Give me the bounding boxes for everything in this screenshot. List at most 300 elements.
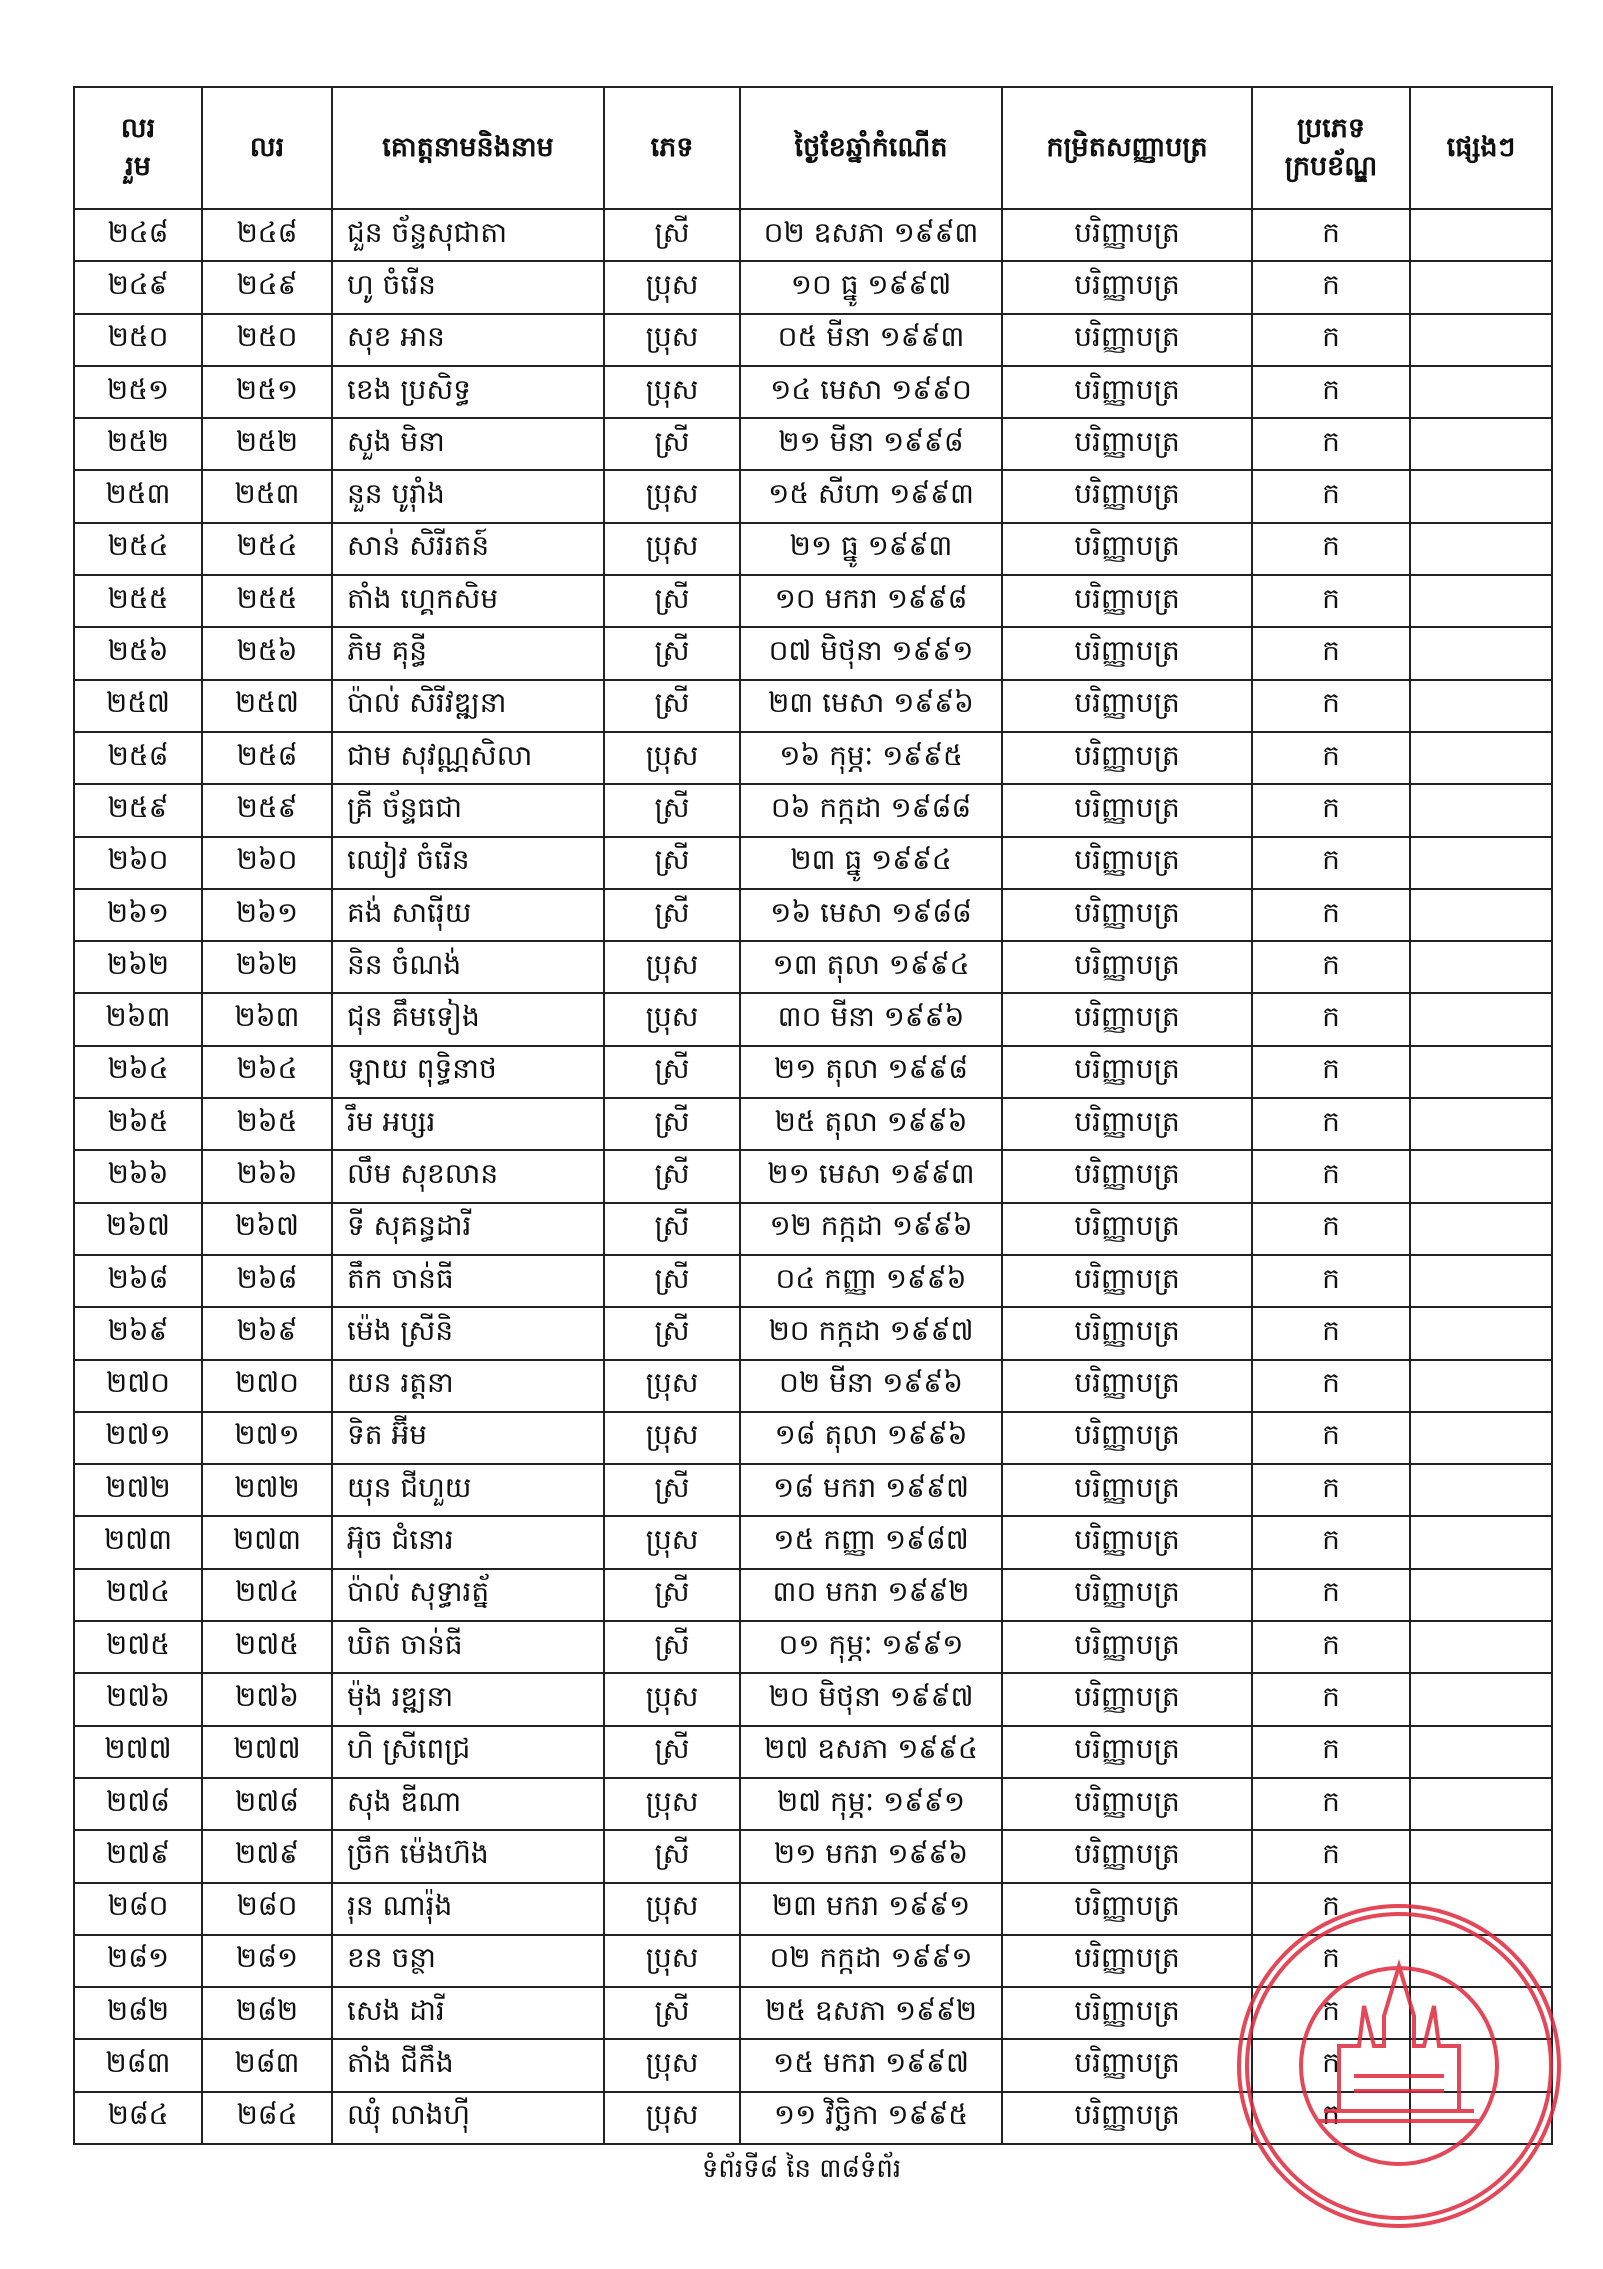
cell-fullname: ម៉ុង រឌ្ឍនា — [332, 1673, 604, 1725]
cell-framework-category: ក — [1252, 1516, 1410, 1568]
table-row — [74, 1098, 1552, 1150]
cell-no: ២៧៣ — [202, 1516, 332, 1568]
cell-no: ២៥៩ — [202, 784, 332, 836]
cell-no: ២៧៤ — [202, 1569, 332, 1621]
cell-date-of-birth: ២០ កក្កដា ១៩៩៧ — [740, 1307, 1002, 1359]
cell-no: ២៥០ — [202, 314, 332, 366]
table-row — [74, 1883, 1552, 1935]
cell-date-of-birth: ១៦ មេសា ១៩៨៨ — [740, 889, 1002, 941]
table-row — [74, 732, 1552, 784]
cell-fullname: ច្រឹក ម៉េងហ៊ង — [332, 1830, 604, 1882]
cell-framework-category: ក — [1252, 837, 1410, 889]
cell-sex: ប្រុស — [604, 1935, 740, 1987]
cell-sex: ស្រី — [604, 1621, 740, 1673]
cell-total-no: ២៥៨ — [74, 732, 202, 784]
cell-framework-category: ក — [1252, 1046, 1410, 1098]
table-row — [74, 941, 1552, 993]
cell-no: ២៦៦ — [202, 1150, 332, 1202]
cell-no: ២៥៦ — [202, 627, 332, 679]
page-footer: ទំព័រទី៨ នៃ ៣៨ទំព័រ — [701, 2154, 902, 2184]
table-row — [74, 1203, 1552, 1255]
table-row — [74, 1412, 1552, 1464]
cell-other — [1410, 209, 1552, 261]
cell-fullname: គ្រី ច័ន្ទធជា — [332, 784, 604, 836]
cell-other — [1410, 523, 1552, 575]
cell-fullname: ប៉ាល់ សុទ្ធារត្ន័ — [332, 1569, 604, 1621]
cell-fullname: រឹម អប្សរ — [332, 1098, 604, 1150]
cell-total-no: ២៧៧ — [74, 1726, 202, 1778]
cell-degree-level: បរិញ្ញាបត្រ — [1002, 418, 1252, 470]
cell-framework-category: ក — [1252, 1412, 1410, 1464]
cell-sex: ប្រុស — [604, 366, 740, 418]
cell-other — [1410, 575, 1552, 627]
cell-total-no: ២៥២ — [74, 418, 202, 470]
cell-total-no: ២៥៩ — [74, 784, 202, 836]
cell-no: ២៥៥ — [202, 575, 332, 627]
cell-framework-category: ក — [1252, 314, 1410, 366]
cell-sex: ស្រី — [604, 1464, 740, 1516]
cell-framework-category: ក — [1252, 2092, 1410, 2144]
cell-fullname: អ៊ុច ជំនោរ — [332, 1516, 604, 1568]
table-row — [74, 261, 1552, 313]
cell-degree-level: បរិញ្ញាបត្រ — [1002, 261, 1252, 313]
cell-total-no: ២៦២ — [74, 941, 202, 993]
cell-sex: ប្រុស — [604, 732, 740, 784]
cell-total-no: ២៥១ — [74, 366, 202, 418]
cell-no: ២៦៥ — [202, 1098, 332, 1150]
cell-framework-category: ក — [1252, 1569, 1410, 1621]
cell-fullname: ម៉េង ស្រីនិ — [332, 1307, 604, 1359]
cell-fullname: សួង មិនា — [332, 418, 604, 470]
cell-no: ២៦៩ — [202, 1307, 332, 1359]
cell-other — [1410, 314, 1552, 366]
cell-other — [1410, 1726, 1552, 1778]
table-row — [74, 1046, 1552, 1098]
cell-degree-level: បរិញ្ញាបត្រ — [1002, 1516, 1252, 1568]
cell-degree-level: បរិញ្ញាបត្រ — [1002, 1673, 1252, 1725]
cell-total-no: ២៤៩ — [74, 261, 202, 313]
cell-no: ២៤៩ — [202, 261, 332, 313]
cell-degree-level: បរិញ្ញាបត្រ — [1002, 2092, 1252, 2144]
cell-total-no: ២៨៣ — [74, 2039, 202, 2091]
cell-date-of-birth: ១៨ មករា ១៩៩៧ — [740, 1464, 1002, 1516]
cell-framework-category: ក — [1252, 1726, 1410, 1778]
cell-total-no: ២៧៩ — [74, 1830, 202, 1882]
cell-degree-level: បរិញ្ញាបត្រ — [1002, 837, 1252, 889]
cell-framework-category: ក — [1252, 784, 1410, 836]
cell-degree-level: បរិញ្ញាបត្រ — [1002, 1830, 1252, 1882]
table-row — [74, 2092, 1552, 2144]
cell-total-no: ២៦៨ — [74, 1255, 202, 1307]
table-row — [74, 209, 1552, 261]
cell-no: ២៨១ — [202, 1935, 332, 1987]
cell-date-of-birth: ១៥ កញ្ញា ១៩៨៧ — [740, 1516, 1002, 1568]
cell-total-no: ២៥៤ — [74, 523, 202, 575]
cell-sex: ស្រី — [604, 1987, 740, 2039]
cell-fullname: សាន់ សិរីរតន៍ — [332, 523, 604, 575]
cell-date-of-birth: ១៤ មេសា ១៩៩០ — [740, 366, 1002, 418]
cell-fullname: ជុន គឹមទៀង — [332, 993, 604, 1045]
cell-other — [1410, 889, 1552, 941]
cell-date-of-birth: ២១ តុលា ១៩៩៨ — [740, 1046, 1002, 1098]
cell-degree-level: បរិញ្ញាបត្រ — [1002, 470, 1252, 522]
cell-date-of-birth: ២១ មីនា ១៩៩៨ — [740, 418, 1002, 470]
cell-other — [1410, 680, 1552, 732]
cell-framework-category: ក — [1252, 470, 1410, 522]
cell-degree-level: បរិញ្ញាបត្រ — [1002, 1255, 1252, 1307]
cell-framework-category: ក — [1252, 889, 1410, 941]
cell-other — [1410, 941, 1552, 993]
cell-no: ២៧៦ — [202, 1673, 332, 1725]
cell-framework-category: ក — [1252, 1203, 1410, 1255]
cell-other — [1410, 2092, 1552, 2144]
cell-degree-level: បរិញ្ញាបត្រ — [1002, 1046, 1252, 1098]
cell-fullname: លឹម សុខលាន — [332, 1150, 604, 1202]
cell-framework-category: ក — [1252, 523, 1410, 575]
cell-date-of-birth: ០២ មីនា ១៩៩៦ — [740, 1360, 1002, 1412]
cell-other — [1410, 261, 1552, 313]
cell-fullname: យុន ជីហួយ — [332, 1464, 604, 1516]
table-row — [74, 837, 1552, 889]
cell-degree-level: បរិញ្ញាបត្រ — [1002, 1412, 1252, 1464]
cell-sex: ប្រុស — [604, 261, 740, 313]
cell-date-of-birth: ២៥ ឧសភា ១៩៩២ — [740, 1987, 1002, 2039]
cell-no: ២៥៤ — [202, 523, 332, 575]
cell-other — [1410, 1203, 1552, 1255]
cell-sex: ប្រុស — [604, 470, 740, 522]
cell-degree-level: បរិញ្ញាបត្រ — [1002, 1621, 1252, 1673]
cell-sex: ស្រី — [604, 209, 740, 261]
cell-degree-level: បរិញ្ញាបត្រ — [1002, 732, 1252, 784]
header-fullname: គោត្តនាមនិងនាម — [332, 87, 604, 209]
cell-fullname: គង់ សារ៉ើយ — [332, 889, 604, 941]
cell-total-no: ២៤៨ — [74, 209, 202, 261]
cell-degree-level: បរិញ្ញាបត្រ — [1002, 889, 1252, 941]
table-row — [74, 993, 1552, 1045]
cell-other — [1410, 1883, 1552, 1935]
table-row — [74, 1726, 1552, 1778]
header-date-of-birth: ថ្ងៃខែឆ្នាំកំណើត — [740, 87, 1002, 209]
cell-no: ២៧២ — [202, 1464, 332, 1516]
table-row — [74, 1621, 1552, 1673]
cell-sex: ស្រី — [604, 1150, 740, 1202]
cell-total-no: ២៧៥ — [74, 1621, 202, 1673]
cell-framework-category: ក — [1252, 261, 1410, 313]
table-row — [74, 418, 1552, 470]
cell-framework-category: ក — [1252, 1098, 1410, 1150]
cell-total-no: ២៦៣ — [74, 993, 202, 1045]
cell-date-of-birth: ២៣ មេសា ១៩៩៦ — [740, 680, 1002, 732]
table-row — [74, 1516, 1552, 1568]
cell-date-of-birth: ១១ វិច្ឆិកា ១៩៩៥ — [740, 2092, 1002, 2144]
cell-framework-category: ក — [1252, 1935, 1410, 1987]
cell-other — [1410, 470, 1552, 522]
cell-fullname: ឈុំ លាងហ៊ី — [332, 2092, 604, 2144]
cell-fullname: តឹក ចាន់ធី — [332, 1255, 604, 1307]
cell-framework-category: ក — [1252, 418, 1410, 470]
table-row — [74, 680, 1552, 732]
table-row — [74, 314, 1552, 366]
cell-degree-level: បរិញ្ញាបត្រ — [1002, 523, 1252, 575]
cell-total-no: ២៨៤ — [74, 2092, 202, 2144]
cell-framework-category: ក — [1252, 575, 1410, 627]
cell-framework-category: ក — [1252, 366, 1410, 418]
cell-other — [1410, 627, 1552, 679]
cell-framework-category: ក — [1252, 941, 1410, 993]
cell-date-of-birth: ០៧ មិថុនា ១៩៩១ — [740, 627, 1002, 679]
cell-date-of-birth: ២៥ តុលា ១៩៩៦ — [740, 1098, 1002, 1150]
table-row — [74, 1673, 1552, 1725]
cell-no: ២៨២ — [202, 1987, 332, 2039]
cell-sex: ស្រី — [604, 1046, 740, 1098]
header-other: ផ្សេងៗ — [1410, 87, 1552, 209]
cell-fullname: ជាម សុវណ្ណសិលា — [332, 732, 604, 784]
cell-no: ២៥៣ — [202, 470, 332, 522]
cell-sex: ប្រុស — [604, 523, 740, 575]
cell-other — [1410, 1569, 1552, 1621]
cell-total-no: ២៧៨ — [74, 1778, 202, 1830]
cell-other — [1410, 1150, 1552, 1202]
header-total-no: លរ រួម — [74, 87, 202, 209]
cell-degree-level: បរិញ្ញាបត្រ — [1002, 1883, 1252, 1935]
cell-total-no: ២៧៣ — [74, 1516, 202, 1568]
table-header-row — [74, 87, 1552, 209]
cell-total-no: ២៦៦ — [74, 1150, 202, 1202]
cell-total-no: ២៨១ — [74, 1935, 202, 1987]
cell-framework-category: ក — [1252, 1150, 1410, 1202]
cell-other — [1410, 1098, 1552, 1150]
table-row — [74, 366, 1552, 418]
cell-degree-level: បរិញ្ញាបត្រ — [1002, 1778, 1252, 1830]
cell-date-of-birth: ១០ ធ្នូ ១៩៩៧ — [740, 261, 1002, 313]
table-row — [74, 1464, 1552, 1516]
cell-other — [1410, 418, 1552, 470]
cell-other — [1410, 1464, 1552, 1516]
cell-date-of-birth: ២១ មេសា ១៩៩៣ — [740, 1150, 1002, 1202]
header-sex: ភេទ — [604, 87, 740, 209]
cell-framework-category: ក — [1252, 1307, 1410, 1359]
cell-sex: ស្រី — [604, 837, 740, 889]
cell-no: ២៧៧ — [202, 1726, 332, 1778]
cell-sex: ប្រុស — [604, 993, 740, 1045]
cell-other — [1410, 1516, 1552, 1568]
table-row — [74, 2039, 1552, 2091]
cell-fullname: ជួន ច័ន្ទសុជាតា — [332, 209, 604, 261]
cell-total-no: ២៦៥ — [74, 1098, 202, 1150]
cell-framework-category: ក — [1252, 732, 1410, 784]
cell-fullname: តាំង ជីកឹង — [332, 2039, 604, 2091]
cell-no: ២៤៨ — [202, 209, 332, 261]
cell-fullname: សេង ដារី — [332, 1987, 604, 2039]
cell-sex: ប្រុស — [604, 941, 740, 993]
cell-total-no: ២៧៤ — [74, 1569, 202, 1621]
cell-other — [1410, 1360, 1552, 1412]
table-row — [74, 1255, 1552, 1307]
cell-total-no: ២៥០ — [74, 314, 202, 366]
cell-date-of-birth: ២១ ធ្នូ ១៩៩៣ — [740, 523, 1002, 575]
cell-total-no: ២៦០ — [74, 837, 202, 889]
cell-other — [1410, 1621, 1552, 1673]
table-row — [74, 1150, 1552, 1202]
table-row — [74, 627, 1552, 679]
cell-date-of-birth: ១៦ កុម្ភៈ ១៩៩៥ — [740, 732, 1002, 784]
cell-fullname: រុន ណារ៉ុង — [332, 1883, 604, 1935]
cell-date-of-birth: ០១ កុម្ភៈ ១៩៩១ — [740, 1621, 1002, 1673]
cell-total-no: ២៧៦ — [74, 1673, 202, 1725]
cell-other — [1410, 993, 1552, 1045]
table-row — [74, 1360, 1552, 1412]
cell-degree-level: បរិញ្ញាបត្រ — [1002, 680, 1252, 732]
cell-no: ២៧៥ — [202, 1621, 332, 1673]
cell-framework-category: ក — [1252, 2039, 1410, 2091]
cell-date-of-birth: ០២ កក្កដា ១៩៩១ — [740, 1935, 1002, 1987]
cell-total-no: ២៧១ — [74, 1412, 202, 1464]
cell-sex: ស្រី — [604, 418, 740, 470]
cell-date-of-birth: ១៨ តុលា ១៩៩៦ — [740, 1412, 1002, 1464]
cell-other — [1410, 784, 1552, 836]
cell-framework-category: ក — [1252, 680, 1410, 732]
header-no: លរ — [202, 87, 332, 209]
cell-degree-level: បរិញ្ញាបត្រ — [1002, 1935, 1252, 1987]
table-row — [74, 575, 1552, 627]
cell-degree-level: បរិញ្ញាបត្រ — [1002, 1098, 1252, 1150]
cell-no: ២៦៤ — [202, 1046, 332, 1098]
cell-degree-level: បរិញ្ញាបត្រ — [1002, 209, 1252, 261]
cell-total-no: ២៧០ — [74, 1360, 202, 1412]
cell-sex: ស្រី — [604, 1569, 740, 1621]
cell-degree-level: បរិញ្ញាបត្រ — [1002, 941, 1252, 993]
cell-no: ២៥១ — [202, 366, 332, 418]
cell-no: ២៧១ — [202, 1412, 332, 1464]
cell-sex: ស្រី — [604, 627, 740, 679]
cell-degree-level: បរិញ្ញាបត្រ — [1002, 2039, 1252, 2091]
cell-framework-category: ក — [1252, 993, 1410, 1045]
cell-degree-level: បរិញ្ញាបត្រ — [1002, 1150, 1252, 1202]
cell-fullname: ខន ចន្ថា — [332, 1935, 604, 1987]
cell-framework-category: ក — [1252, 1255, 1410, 1307]
table-row — [74, 470, 1552, 522]
cell-sex: ប្រុស — [604, 314, 740, 366]
cell-other — [1410, 1412, 1552, 1464]
cell-sex: ស្រី — [604, 1307, 740, 1359]
cell-no: ២៦៣ — [202, 993, 332, 1045]
cell-degree-level: បរិញ្ញាបត្រ — [1002, 1203, 1252, 1255]
cell-total-no: ២៦៩ — [74, 1307, 202, 1359]
table-row — [74, 1935, 1552, 1987]
cell-no: ២៦៧ — [202, 1203, 332, 1255]
cell-total-no: ២៦៤ — [74, 1046, 202, 1098]
cell-date-of-birth: ១២ កក្កដា ១៩៩៦ — [740, 1203, 1002, 1255]
cell-sex: ប្រុស — [604, 1883, 740, 1935]
cell-degree-level: បរិញ្ញាបត្រ — [1002, 1726, 1252, 1778]
cell-no: ២៨៤ — [202, 2092, 332, 2144]
cell-no: ២៦០ — [202, 837, 332, 889]
cell-other — [1410, 2039, 1552, 2091]
cell-other — [1410, 1255, 1552, 1307]
cell-framework-category: ក — [1252, 1464, 1410, 1516]
cell-fullname: និន ចំណង់ — [332, 941, 604, 993]
cell-no: ២៦២ — [202, 941, 332, 993]
cell-degree-level: បរិញ្ញាបត្រ — [1002, 1987, 1252, 2039]
cell-no: ២៨៣ — [202, 2039, 332, 2091]
cell-date-of-birth: ២៣ មករា ១៩៩១ — [740, 1883, 1002, 1935]
table-row — [74, 1778, 1552, 1830]
cell-fullname: ភិម គុន្ធី — [332, 627, 604, 679]
cell-no: ២៥២ — [202, 418, 332, 470]
cell-other — [1410, 1935, 1552, 1987]
cell-fullname: ទី សុគន្ធដារី — [332, 1203, 604, 1255]
cell-sex: ប្រុស — [604, 1516, 740, 1568]
cell-fullname: ហិ ស្រីពេជ្រ — [332, 1726, 604, 1778]
cell-framework-category: ក — [1252, 627, 1410, 679]
cell-fullname: ឡាយ ពុទ្ធិនាថ — [332, 1046, 604, 1098]
cell-sex: ប្រុស — [604, 1360, 740, 1412]
cell-no: ២៨០ — [202, 1883, 332, 1935]
cell-sex: ស្រី — [604, 1203, 740, 1255]
cell-fullname: ឈៀវ ចំរើន — [332, 837, 604, 889]
cell-total-no: ២៥៦ — [74, 627, 202, 679]
cell-degree-level: បរិញ្ញាបត្រ — [1002, 1307, 1252, 1359]
cell-framework-category: ក — [1252, 1360, 1410, 1412]
cell-date-of-birth: ០៥ មីនា ១៩៩៣ — [740, 314, 1002, 366]
cell-fullname: ខេង ប្រសិទ្ធ — [332, 366, 604, 418]
cell-date-of-birth: ១៣ តុលា ១៩៩៤ — [740, 941, 1002, 993]
cell-degree-level: បរិញ្ញាបត្រ — [1002, 784, 1252, 836]
cell-sex: ស្រី — [604, 1255, 740, 1307]
cell-degree-level: បរិញ្ញាបត្រ — [1002, 366, 1252, 418]
cell-date-of-birth: ២០ មិថុនា ១៩៩៧ — [740, 1673, 1002, 1725]
cell-total-no: ២៨០ — [74, 1883, 202, 1935]
table-row — [74, 1830, 1552, 1882]
cell-other — [1410, 837, 1552, 889]
cell-sex: ស្រី — [604, 1726, 740, 1778]
cell-sex: ស្រី — [604, 575, 740, 627]
cell-date-of-birth: ១០ មករា ១៩៩៨ — [740, 575, 1002, 627]
cell-sex: ប្រុស — [604, 1673, 740, 1725]
cell-no: ២៦១ — [202, 889, 332, 941]
cell-framework-category: ក — [1252, 209, 1410, 261]
cell-no: ២៧៨ — [202, 1778, 332, 1830]
cell-total-no: ២៨២ — [74, 1987, 202, 2039]
cell-fullname: នួន បូរ៉ាំង — [332, 470, 604, 522]
cell-date-of-birth: ២៧ ឧសភា ១៩៩៤ — [740, 1726, 1002, 1778]
cell-date-of-birth: ៣០ មីនា ១៩៩៦ — [740, 993, 1002, 1045]
cell-no: ២៥៨ — [202, 732, 332, 784]
cell-no: ២៧០ — [202, 1360, 332, 1412]
table-row — [74, 1307, 1552, 1359]
cell-no: ២៧៩ — [202, 1830, 332, 1882]
cell-sex: ស្រី — [604, 889, 740, 941]
cell-other — [1410, 1673, 1552, 1725]
header-degree-level: កម្រិតសញ្ញាបត្រ — [1002, 87, 1252, 209]
table-row — [74, 1569, 1552, 1621]
cell-framework-category: ក — [1252, 1830, 1410, 1882]
cell-total-no: ២៥៧ — [74, 680, 202, 732]
cell-other — [1410, 1830, 1552, 1882]
cell-other — [1410, 732, 1552, 784]
cell-other — [1410, 1987, 1552, 2039]
cell-other — [1410, 366, 1552, 418]
cell-date-of-birth: ០២ ឧសភា ១៩៩៣ — [740, 209, 1002, 261]
cell-date-of-birth: ១៥ មករា ១៩៩៧ — [740, 2039, 1002, 2091]
cell-date-of-birth: ២៧ កុម្ភៈ ១៩៩១ — [740, 1778, 1002, 1830]
table-row — [74, 889, 1552, 941]
cell-date-of-birth: ២៣ ធ្នូ ១៩៩៤ — [740, 837, 1002, 889]
table-row — [74, 1987, 1552, 2039]
cell-fullname: យន រត្តនា — [332, 1360, 604, 1412]
cell-degree-level: បរិញ្ញាបត្រ — [1002, 1464, 1252, 1516]
table-row — [74, 784, 1552, 836]
